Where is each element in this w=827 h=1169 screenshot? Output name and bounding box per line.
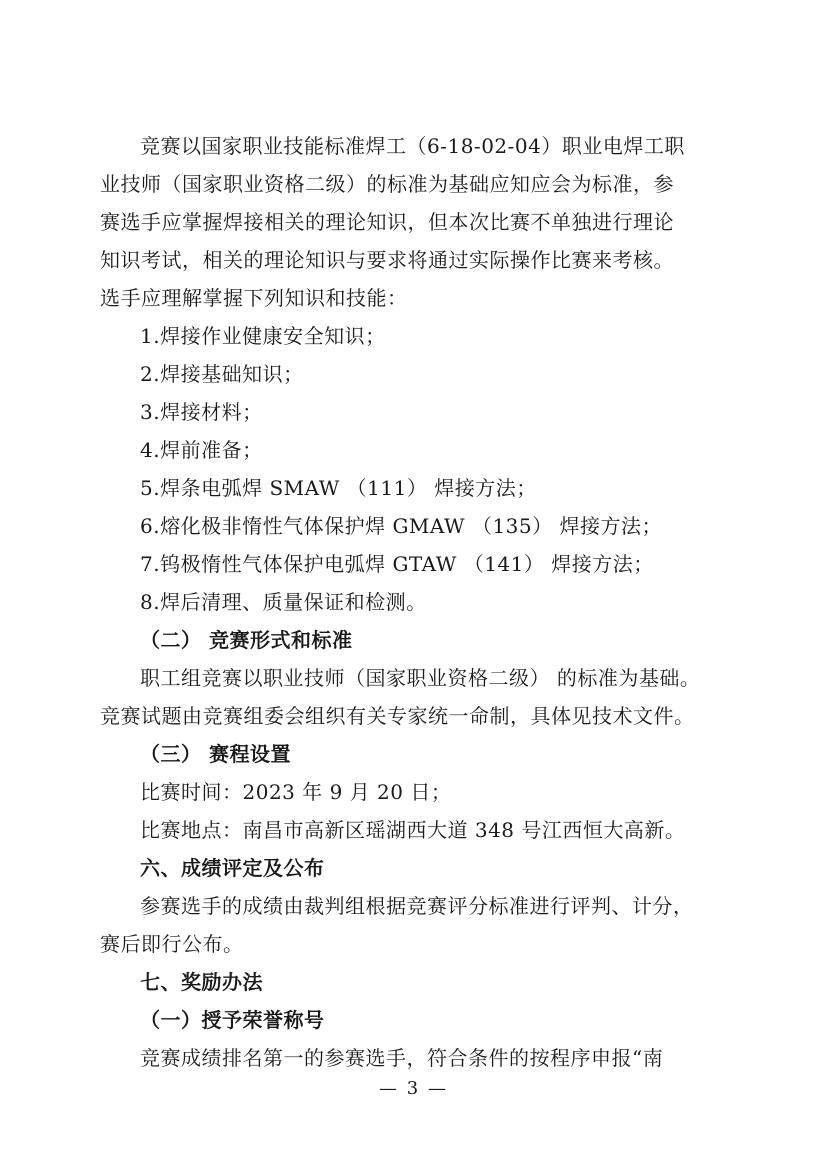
list-item: 3.焊接材料； [140, 400, 263, 424]
page-number: — 3 — [379, 1078, 448, 1099]
paragraph-line: 参赛选手的成绩由裁判组根据竞赛评分标准进行评判、计分， [140, 894, 694, 918]
list-item: 6.熔化极非惰性气体保护焊 GMAW （135） 焊接方法； [140, 514, 662, 538]
paragraph-line: 竞赛成绩排名第一的参赛选手，符合条件的按程序申报“南 [140, 1046, 664, 1070]
paragraph-line: 选手应理解掌握下列知识和技能： [100, 286, 408, 310]
list-item: 2.焊接基础知识； [140, 362, 304, 386]
list-item: 5.焊条电弧焊 SMAW （111） 焊接方法； [140, 476, 537, 500]
list-item: 8.焊后清理、质量保证和检测。 [140, 590, 427, 614]
paragraph-line: 赛后即行公布。 [100, 932, 244, 956]
paragraph-line: 比赛地点：南昌市高新区瑶湖西大道 348 号江西恒大高新。 [140, 818, 686, 842]
paragraph-line: 业技师（国家职业资格二级）的标准为基础应知应会为标准，参 [100, 172, 674, 196]
paragraph-line: 知识考试，相关的理论知识与要求将通过实际操作比赛来考核。 [100, 248, 674, 272]
section-heading: 七、奖励办法 [140, 970, 263, 994]
section-heading: （三） 赛程设置 [140, 742, 291, 766]
paragraph-line: 职工组竞赛以职业技师（国家职业资格二级） 的标准为基础。 [140, 666, 701, 690]
paragraph-line: 赛选手应掌握焊接相关的理论知识，但本次比赛不单独进行理论 [100, 210, 674, 234]
section-heading: （二） 竞赛形式和标准 [140, 628, 353, 652]
list-item: 7.钨极惰性气体保护电弧焊 GTAW （141） 焊接方法； [140, 552, 654, 576]
paragraph-line: 竞赛试题由竞赛组委会组织有关专家统一命制，具体见技术文件。 [100, 704, 695, 728]
section-heading: 六、成绩评定及公布 [140, 856, 325, 880]
list-item: 1.焊接作业健康安全知识； [140, 324, 386, 348]
paragraph-line: 竞赛以国家职业技能标准焊工（6-18-02-04）职业电焊工职 [140, 134, 685, 158]
subsection-heading: （一）授予荣誉称号 [140, 1008, 325, 1032]
paragraph-line: 比赛时间：2023 年 9 月 20 日； [140, 780, 452, 804]
list-item: 4.焊前准备； [140, 438, 263, 462]
